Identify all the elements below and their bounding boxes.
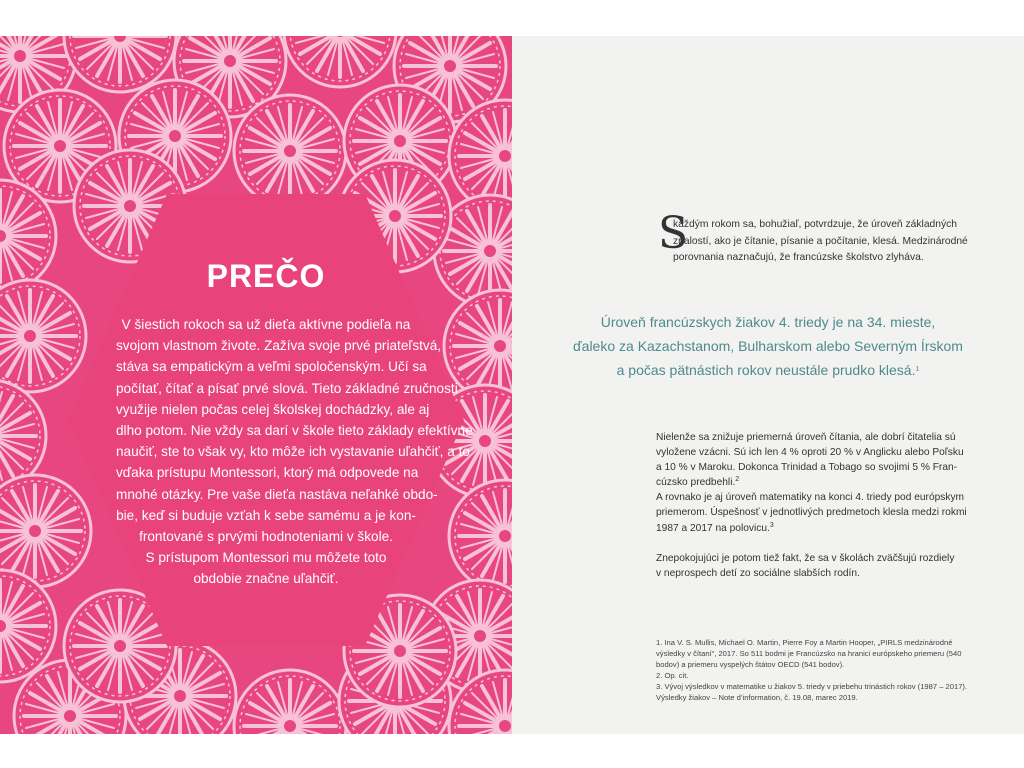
paragraph-line-last — [656, 521, 992, 536]
footnote-line: výsledky v čítaní“, 2017. So 511 bodmi je Francúzsko na hranici európskeho priemeru (540 — [656, 649, 962, 659]
footnote-line: Výsledky žiakov – Note d’information, č. 19.08, marec 2019. — [656, 693, 858, 703]
section-body — [116, 314, 473, 590]
quote-line: ďaleko za Kazachstanom, Bulharskom alebo Severným Írskom — [573, 338, 963, 354]
intro-line: porovnania naznačujú, že francúzske školstvo zlyháva. — [673, 252, 924, 263]
body-line: vďaka prístupu Montessori, ktorý má odpovede na — [116, 465, 419, 481]
paragraph-line: a 10 % v Maroku. Dokonca Trinidad a Tobago so svojimi 5 % Fran- — [656, 462, 958, 474]
paragraph-line: vyložene vzácni. Sú ich len 4 % oproti 20 % v Anglicku alebo Poľsku — [656, 447, 964, 459]
body-line: stáva sa empatickým a veľmi spoločenským. Učí sa — [116, 359, 427, 375]
left-page — [0, 36, 512, 734]
footnotes — [656, 637, 1006, 704]
footnote-line: 3. Vývoj výsledkov v matematike u žiakov 5. triedy v priebehu trinástich rokov (1987 – 2017). — [656, 682, 968, 692]
body-line: využije nielen počas celej školskej dochádzky, ale aj — [116, 401, 430, 417]
quote-line: Úroveň francúzskych žiakov 4. triedy je na 34. mieste, — [600, 314, 936, 330]
paragraph-line-text: 1987 a 2017 na polovicu. — [656, 522, 770, 534]
paragraph-line: priemerom. Úspešnosť v jednotlivých predmetoch klesla medzi rokmi — [656, 507, 967, 519]
footnote-line: bodov) a priemeru vyspelých štátov OECD (541 bodov). — [656, 660, 845, 670]
footnote-ref: 2 — [735, 476, 740, 484]
body-line: V šiestich rokoch sa už dieťa aktívne podieľa na — [121, 317, 411, 332]
paragraph-line: v neprospech detí zo sociálne slabších rodín. — [656, 567, 860, 579]
pull-quote — [552, 310, 984, 382]
paragraph-line-last — [656, 475, 992, 490]
book-spread — [0, 36, 1024, 734]
body-line: dlho potom. Nie vždy sa darí v škole tieto základy efektívne — [116, 423, 473, 439]
section-title: PREČO — [206, 258, 326, 294]
body-line: obdobie značne uľahčiť. — [193, 571, 339, 587]
hexagon-content — [68, 194, 473, 646]
body-line: S prístupom Montessori mu môžete toto — [145, 550, 387, 566]
footnote-line: 2. Op. cit. — [656, 671, 689, 681]
body-text — [656, 430, 992, 581]
intro-line: každým rokom sa, bohužiaľ, potvrdzuje, že úroveň základných — [673, 219, 958, 230]
paragraph-line: A rovnako je aj úroveň matematiky na konci 4. triedy pod európskym — [656, 492, 965, 504]
body-line: počítať, čítať a písať prvé slová. Tieto základné zručnosti — [116, 380, 458, 396]
footnote-ref: 1 — [915, 366, 920, 373]
body-line: svojom vlastnom živote. Zažíva svoje prvé priateľstvá, — [116, 338, 442, 354]
paragraph-line-text: cúzsko predbehli. — [656, 477, 736, 489]
paragraph-gap — [656, 536, 992, 551]
right-page — [512, 36, 1024, 734]
drop-cap: S — [658, 208, 689, 259]
quote-line-text: a počas pätnástich rokov neustále prudko klesá. — [616, 362, 916, 378]
footnote-line: 1. Ina V. S. Mullis, Michael O. Martin, Pierre Foy a Martin Hooper, „PIRLS medzinárodné — [656, 638, 953, 647]
body-line: mnohé otázky. Pre vaše dieťa nastáva neľahké obdo- — [116, 486, 438, 502]
paragraph-line: Znepokojujúci je potom tiež fakt, že sa v školách zväčšujú rozdiely — [656, 552, 955, 564]
quote-line-last — [552, 358, 984, 382]
body-line: bie, keď si buduje vzťah k sebe samému a je kon- — [116, 507, 416, 523]
footnote-ref: 3 — [769, 521, 774, 529]
body-line: frontované s prvými hodnoteniami v škole. — [139, 529, 393, 545]
paragraph-line: Nielenže sa znižuje priemerná úroveň čítania, ale dobrí čitatelia sú — [656, 432, 956, 443]
body-line: naučiť, ste to však vy, kto môže ich vystavanie uľahčiť, a to — [116, 444, 470, 460]
intro-line: znalostí, ako je čítanie, písanie a počítanie, klesá. Medzinárodné — [673, 235, 968, 247]
